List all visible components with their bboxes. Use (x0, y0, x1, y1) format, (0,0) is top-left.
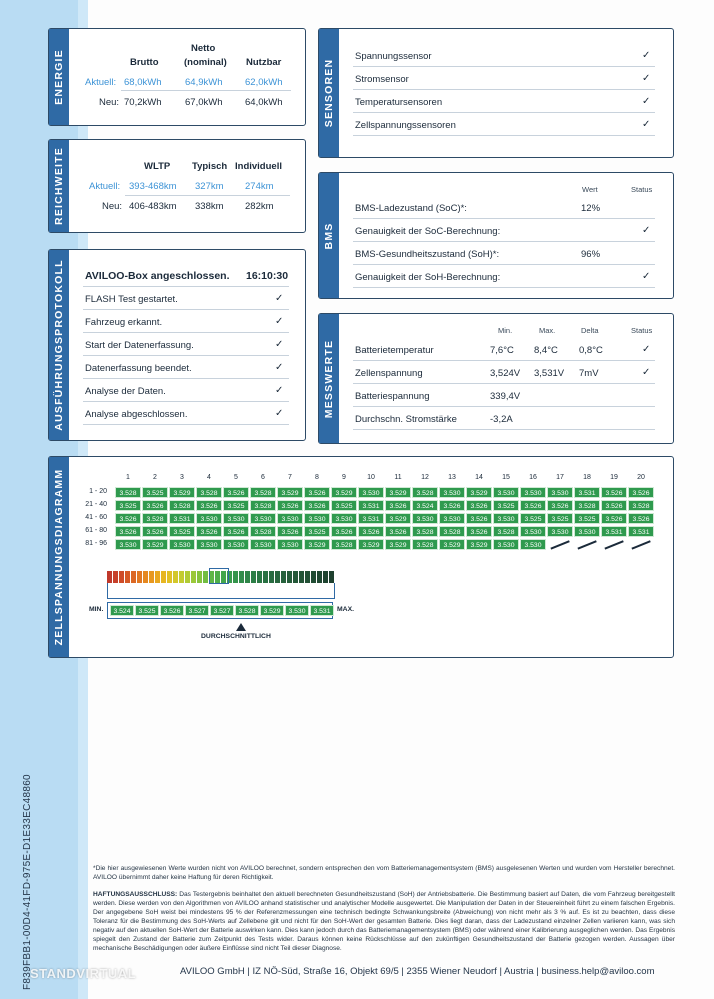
cell-voltage: 3.525 (493, 500, 519, 511)
empty-cell-slash (604, 540, 623, 549)
check-icon: ✓ (642, 367, 651, 378)
cell-voltage: 3.529 (331, 487, 357, 498)
cell-voltage: 3.526 (223, 487, 249, 498)
cell-voltage: 3.526 (142, 526, 168, 537)
messwerte-header-max: Max. (539, 326, 556, 335)
column-number: 4 (207, 474, 211, 481)
check-icon: ✓ (275, 385, 284, 396)
cell-voltage: 3.528 (250, 500, 276, 511)
scale-value: 3.528 (235, 605, 259, 616)
bms-row-value: 12% (581, 203, 601, 214)
divider (353, 89, 655, 90)
bms-header-status: Status (631, 185, 653, 194)
company-line: AVILOO GmbH | IZ NÖ-Süd, Straße 16, Objekt 69/5 | 2355 Wiener Neudorf | Austria | business.help@aviloo.com (180, 966, 655, 977)
cell-voltage: 3.531 (574, 487, 600, 498)
cell-voltage: 3.526 (277, 500, 303, 511)
gradient-segment (287, 571, 292, 583)
cell-voltage: 3.526 (601, 513, 627, 524)
cell-voltage: 3.526 (142, 500, 168, 511)
messwert-max: 3,531V (534, 368, 565, 379)
reichweite-row1-wltp: 393-468km (129, 181, 177, 192)
divider (83, 401, 289, 402)
energie-card (48, 28, 306, 126)
cell-voltage: 3.530 (520, 487, 546, 498)
row-label: 61 - 80 (85, 527, 107, 534)
messwert-delta: 7mV (579, 368, 599, 379)
gradient-segment (263, 571, 268, 583)
empty-cell-slash (550, 540, 569, 549)
cell-voltage: 3.526 (331, 526, 357, 537)
column-number: 17 (556, 474, 564, 481)
range-highlight (209, 568, 229, 584)
column-number: 20 (637, 474, 645, 481)
check-icon: ✓ (642, 96, 651, 107)
gradient-segment (179, 571, 184, 583)
cell-voltage: 3.530 (115, 539, 141, 550)
cell-voltage: 3.530 (169, 539, 195, 550)
cell-voltage: 3.531 (358, 513, 384, 524)
cell-voltage: 3.530 (547, 487, 573, 498)
column-number: 6 (261, 474, 265, 481)
cell-voltage: 3.526 (601, 487, 627, 498)
energie-row1-brutto: 68,0kWh (124, 77, 162, 88)
cell-voltage: 3.530 (493, 487, 519, 498)
cell-voltage: 3.528 (574, 500, 600, 511)
check-icon: ✓ (275, 362, 284, 373)
divider (353, 287, 655, 288)
protokoll-card (48, 249, 306, 441)
check-icon: ✓ (642, 73, 651, 84)
cell-voltage: 3.528 (196, 487, 222, 498)
gradient-segment (233, 571, 238, 583)
divider (353, 66, 655, 67)
protokoll-item: Fahrzeug erkannt. (85, 317, 163, 328)
divider (353, 429, 655, 430)
protokoll-tab (49, 250, 69, 440)
bms-header-wert: Wert (582, 185, 598, 194)
gradient-segment (317, 571, 322, 583)
check-icon: ✓ (642, 50, 651, 61)
gradient-segment (251, 571, 256, 583)
gradient-segment (167, 571, 172, 583)
column-number: 7 (288, 474, 292, 481)
cell-voltage: 3.525 (574, 513, 600, 524)
cell-voltage: 3.528 (250, 526, 276, 537)
column-number: 14 (475, 474, 483, 481)
messwert-max: 8,4°C (534, 345, 558, 356)
protokoll-title: AUSFÜHRUNGSPROTOKOLL (53, 259, 65, 431)
divider (353, 241, 655, 242)
column-number: 16 (529, 474, 537, 481)
reichweite-row2-wltp: 406-483km (129, 201, 177, 212)
column-number: 12 (421, 474, 429, 481)
scale-value: 3.527 (210, 605, 234, 616)
gradient-segment (257, 571, 262, 583)
cell-voltage: 3.525 (520, 513, 546, 524)
messwert-label: Batterietemperatur (355, 345, 434, 356)
divider (83, 332, 289, 333)
messwert-label: Durchschn. Stromstärke (355, 414, 457, 425)
cell-voltage: 3.531 (358, 500, 384, 511)
sensor-item: Temperatursensoren (355, 97, 443, 108)
messwert-label: Batteriespannung (355, 391, 430, 402)
reichweite-tab (49, 140, 69, 232)
sensor-item: Stromsensor (355, 74, 409, 85)
protokoll-item: Datenerfassung beendet. (85, 363, 192, 374)
gradient-segment (131, 571, 136, 583)
row-label: 41 - 60 (85, 514, 107, 521)
cell-voltage: 3.526 (196, 500, 222, 511)
gradient-segment (197, 571, 202, 583)
zellspannung-tab (49, 457, 69, 657)
energie-row2-nutzbar: 64,0kWh (245, 97, 283, 108)
reichweite-card (48, 139, 306, 233)
divider (353, 360, 655, 361)
energie-row2-brutto: 70,2kWh (124, 97, 162, 108)
check-icon: ✓ (275, 293, 284, 304)
cell-voltage: 3.524 (412, 500, 438, 511)
reichweite-row2-individuell: 282km (245, 201, 274, 212)
cell-voltage: 3.530 (223, 539, 249, 550)
cell-voltage: 3.530 (358, 487, 384, 498)
cell-voltage: 3.528 (412, 539, 438, 550)
sensoren-tab (319, 29, 339, 157)
empty-cell-slash (577, 540, 596, 549)
gradient-segment (107, 571, 112, 583)
sensoren-title: SENSOREN (323, 58, 335, 128)
messwerte-tab (319, 314, 339, 443)
column-number: 19 (610, 474, 618, 481)
reichweite-row1-individuell: 274km (245, 181, 274, 192)
cell-voltage: 3.528 (412, 526, 438, 537)
scale-value: 3.527 (185, 605, 209, 616)
check-icon: ✓ (275, 316, 284, 327)
reichweite-row1-typisch: 327km (195, 181, 224, 192)
column-number: 9 (342, 474, 346, 481)
cell-voltage: 3.530 (439, 513, 465, 524)
cell-voltage: 3.530 (277, 513, 303, 524)
messwerte-card (318, 313, 674, 444)
disclaimer-heading: HAFTUNGSAUSSCHLUSS: (93, 891, 178, 898)
gradient-segment (113, 571, 118, 583)
gradient-segment (293, 571, 298, 583)
cell-voltage: 3.526 (628, 513, 654, 524)
zellspannung-card (48, 456, 674, 658)
energie-row2-netto: 67,0kWh (185, 97, 223, 108)
divider (353, 135, 655, 136)
scale-max-label: MAX. (337, 606, 354, 613)
cell-voltage: 3.529 (466, 487, 492, 498)
cell-voltage: 3.528 (439, 526, 465, 537)
energie-row2-label: Neu: (99, 97, 120, 108)
scale-value: 3.524 (110, 605, 134, 616)
cell-voltage: 3.530 (520, 526, 546, 537)
cell-voltage: 3.528 (628, 500, 654, 511)
protokoll-item: Start der Datenerfassung. (85, 340, 194, 351)
range-connector (107, 583, 335, 599)
check-icon: ✓ (642, 119, 651, 130)
cell-voltage: 3.529 (277, 487, 303, 498)
cell-voltage: 3.526 (439, 500, 465, 511)
divider (83, 309, 289, 310)
energie-header-netto: Netto (191, 43, 216, 54)
column-number: 15 (502, 474, 510, 481)
cell-voltage: 3.529 (304, 539, 330, 550)
gradient-segment (245, 571, 250, 583)
gradient-segment (311, 571, 316, 583)
divider (353, 218, 655, 219)
cell-voltage: 3.528 (115, 487, 141, 498)
sensor-item: Zellspannungssensoren (355, 120, 456, 131)
cell-voltage: 3.530 (493, 539, 519, 550)
scale-value: 3.530 (285, 605, 309, 616)
gradient-segment (143, 571, 148, 583)
messwert-min: 339,4V (490, 391, 521, 402)
row-label: 81 - 96 (85, 540, 107, 547)
protokoll-item: FLASH Test gestartet. (85, 294, 178, 305)
messwerte-header-delta: Delta (581, 326, 599, 335)
gradient-segment (203, 571, 208, 583)
cell-voltage: 3.526 (196, 526, 222, 537)
messwert-label: Zellenspannung (355, 368, 423, 379)
cell-voltage: 3.530 (196, 539, 222, 550)
watermark: STANDVIRTUAL (30, 966, 137, 981)
cell-voltage: 3.525 (115, 500, 141, 511)
cell-voltage: 3.526 (466, 500, 492, 511)
energie-tab (49, 29, 69, 125)
sensoren-card (318, 28, 674, 158)
cell-voltage: 3.531 (628, 526, 654, 537)
divider (353, 383, 655, 384)
cell-voltage: 3.528 (169, 500, 195, 511)
sensor-item: Spannungssensor (355, 51, 432, 62)
gradient-segment (149, 571, 154, 583)
disclaimer-text: Das Testergebnis beinhaltet den aktuell berechneten Gesundheitszustand (SoH) der Antriebsbatterie. Die Bestimmung basiert auf Daten, die vom Fahrzeug bereitgestellt werden. Diese werden von den Algorithmen von AVILOO anhand statistischer und analytischer Modelle ausgewertet. Die Manipulation der Daten in der Steuereinheit führt zu einem falschen Ergebnis. Der angegebene SoH weist bei mindestens 95 % der Referenzmessungen eine technisch bedingte Schwankungsbreite (Abweichung) von nicht mehr als 3 % auf. Es ist zu beachten, dass diese Toleranz für die Bestimmung des SoH-Werts auf Zellebene gilt und nicht für den SoH-Wert der gesamten Batterie. Dies liegt daran, dass der Ladezustand einzelner Zellen variieren kann, was sich negativ auf den aktuellen SoH-Wert der Batterie auswirken kann. Dies kann jedoch durch das Batteriemanagementsystem (BMS) oder während einer Kalibrierung ausgeglichen werden. Das Ergebnis spiegelt den Zustand der Batterie zum Zeitpunkt des Tests wider. Daraus können keine Rückschlüsse auf den zukünftigen Gesundheitszustand der Batterie gezogen werden. Aussagen über mechanische Beschädigungen oder äußere Einflüsse sind nicht Teil dieser Diagnose. (93, 891, 675, 952)
messwert-min: 7,6°C (490, 345, 514, 356)
energie-header-nominal: (nominal) (184, 57, 227, 68)
cell-voltage: 3.526 (115, 526, 141, 537)
cell-voltage: 3.528 (331, 539, 357, 550)
cell-voltage: 3.530 (493, 513, 519, 524)
divider (353, 406, 655, 407)
bms-row-label: Genauigkeit der SoC-Berechnung: (355, 226, 501, 237)
protokoll-item: Analyse der Daten. (85, 386, 166, 397)
gradient-segment (275, 571, 280, 583)
cell-voltage: 3.529 (358, 539, 384, 550)
scale-min-label: MIN. (89, 606, 104, 613)
empty-cell-slash (631, 540, 650, 549)
protokoll-header: AVILOO-Box angeschlossen. (85, 270, 230, 282)
column-number: 11 (394, 474, 402, 481)
cell-voltage: 3.525 (547, 513, 573, 524)
cell-voltage: 3.530 (439, 487, 465, 498)
cell-voltage: 3.530 (196, 513, 222, 524)
bms-row-label: BMS-Gesundheitszustand (SoH)*: (355, 249, 500, 260)
cell-voltage: 3.526 (277, 526, 303, 537)
cell-voltage: 3.528 (250, 487, 276, 498)
gradient-segment (137, 571, 142, 583)
cell-voltage: 3.529 (385, 487, 411, 498)
check-icon: ✓ (275, 339, 284, 350)
energie-row1-label: Aktuell: (85, 77, 117, 88)
divider (353, 112, 655, 113)
row-label: 21 - 40 (85, 501, 107, 508)
column-number: 13 (448, 474, 456, 481)
average-marker-icon (236, 623, 246, 631)
gradient-segment (119, 571, 124, 583)
cell-voltage: 3.526 (385, 526, 411, 537)
check-icon: ✓ (642, 271, 651, 282)
row-label: 1 - 20 (89, 488, 107, 495)
average-label: DURCHSCHNITTLICH (201, 633, 271, 640)
bms-row-label: Genauigkeit der SoH-Berechnung: (355, 272, 501, 283)
column-number: 18 (583, 474, 591, 481)
cell-voltage: 3.526 (601, 500, 627, 511)
cell-voltage: 3.530 (331, 513, 357, 524)
disclaimer (93, 890, 675, 953)
scale-value: 3.529 (260, 605, 284, 616)
messwert-min: 3,524V (490, 368, 521, 379)
cell-voltage: 3.530 (412, 513, 438, 524)
cell-voltage: 3.529 (385, 539, 411, 550)
column-number: 3 (180, 474, 184, 481)
messwerte-title: MESSWERTE (323, 339, 335, 418)
cell-voltage: 3.526 (547, 500, 573, 511)
divider (83, 424, 289, 425)
cell-voltage: 3.526 (628, 487, 654, 498)
cell-voltage: 3.530 (223, 513, 249, 524)
divider (353, 264, 655, 265)
cell-voltage: 3.529 (169, 487, 195, 498)
gradient-segment (185, 571, 190, 583)
gradient-segment (281, 571, 286, 583)
gradient-segment (161, 571, 166, 583)
energie-row1-nutzbar: 62,0kWh (245, 77, 283, 88)
cell-voltage: 3.526 (358, 526, 384, 537)
bms-card (318, 172, 674, 299)
reichweite-title: REICHWEITE (53, 147, 65, 225)
gradient-segment (329, 571, 334, 583)
cell-voltage: 3.530 (304, 513, 330, 524)
cell-voltage: 3.530 (277, 539, 303, 550)
column-number: 8 (315, 474, 319, 481)
gradient-segment (269, 571, 274, 583)
cell-voltage: 3.525 (169, 526, 195, 537)
cell-voltage: 3.525 (331, 500, 357, 511)
gradient-segment (323, 571, 328, 583)
column-number: 5 (234, 474, 238, 481)
reichweite-row2-label: Neu: (102, 201, 123, 212)
cell-voltage: 3.530 (250, 513, 276, 524)
bms-title: BMS (323, 222, 335, 249)
gradient-segment (191, 571, 196, 583)
cell-voltage: 3.526 (304, 500, 330, 511)
cell-voltage: 3.529 (142, 539, 168, 550)
check-icon: ✓ (642, 344, 651, 355)
cell-voltage: 3.525 (223, 500, 249, 511)
divider (83, 355, 289, 356)
cell-voltage: 3.525 (304, 526, 330, 537)
footnote-bms: *Die hier ausgewiesenen Werte wurden nicht von AVILOO berechnet, sondern entsprechen den vom Batteriemanagementsystem (BMS) ausgelesenen Werten und wurden vom Hersteller berechnet. AVILOO übernimmt daher keine Haftung für deren Richtigkeit. (93, 865, 675, 881)
energie-row1-netto: 64,9kWh (185, 77, 223, 88)
cell-voltage: 3.526 (466, 513, 492, 524)
cell-voltage: 3.531 (601, 526, 627, 537)
gradient-segment (299, 571, 304, 583)
column-number: 1 (126, 474, 130, 481)
cell-voltage: 3.528 (493, 526, 519, 537)
cell-voltage: 3.531 (169, 513, 195, 524)
cell-voltage: 3.526 (520, 500, 546, 511)
bms-row-value: 96% (581, 249, 601, 260)
reichweite-header-wltp: WLTP (144, 161, 171, 172)
bms-tab (319, 173, 339, 298)
messwert-delta: 0,8°C (579, 345, 603, 356)
cell-voltage: 3.526 (304, 487, 330, 498)
protokoll-item: Analyse abgeschlossen. (85, 409, 188, 420)
gradient-segment (305, 571, 310, 583)
bms-row-label: BMS-Ladezustand (SoC)*: (355, 203, 467, 214)
cell-voltage: 3.529 (466, 539, 492, 550)
cell-voltage: 3.530 (520, 539, 546, 550)
divider (83, 378, 289, 379)
reichweite-header-typisch: Typisch (192, 161, 228, 172)
column-number: 2 (153, 474, 157, 481)
cell-voltage: 3.526 (115, 513, 141, 524)
energie-header-nutzbar: Nutzbar (246, 57, 282, 68)
column-number: 10 (367, 474, 375, 481)
document-id: F839FBB1-00D4-41FD-975E-D1E33EC48860 (22, 774, 33, 990)
cell-voltage: 3.525 (142, 487, 168, 498)
cell-voltage: 3.530 (574, 526, 600, 537)
gradient-segment (173, 571, 178, 583)
cell-voltage: 3.528 (412, 487, 438, 498)
gradient-segment (155, 571, 160, 583)
reichweite-row1-label: Aktuell: (89, 181, 121, 192)
cell-voltage: 3.529 (439, 539, 465, 550)
reichweite-row2-typisch: 338km (195, 201, 224, 212)
zellspannung-title: ZELLSPANNUNGSDIAGRAMM (53, 468, 65, 646)
scale-value: 3.526 (160, 605, 184, 616)
energie-header-brutto: Brutto (130, 57, 159, 68)
gradient-segment (125, 571, 130, 583)
cell-voltage: 3.530 (250, 539, 276, 550)
energie-title: ENERGIE (53, 49, 65, 105)
messwerte-header-status: Status (631, 326, 653, 335)
cell-voltage: 3.526 (466, 526, 492, 537)
cell-voltage: 3.530 (547, 526, 573, 537)
cell-voltage: 3.529 (385, 513, 411, 524)
messwerte-header-min: Min. (498, 326, 513, 335)
reichweite-header-individuell: Individuell (235, 161, 282, 172)
protokoll-time: 16:10:30 (246, 270, 289, 282)
cell-voltage: 3.526 (385, 500, 411, 511)
cell-voltage: 3.526 (223, 526, 249, 537)
check-icon: ✓ (275, 408, 284, 419)
scale-value: 3.525 (135, 605, 159, 616)
scale-value: 3.531 (310, 605, 334, 616)
messwert-min: -3,2A (490, 414, 513, 425)
gradient-segment (239, 571, 244, 583)
check-icon: ✓ (642, 225, 651, 236)
cell-voltage: 3.528 (142, 513, 168, 524)
